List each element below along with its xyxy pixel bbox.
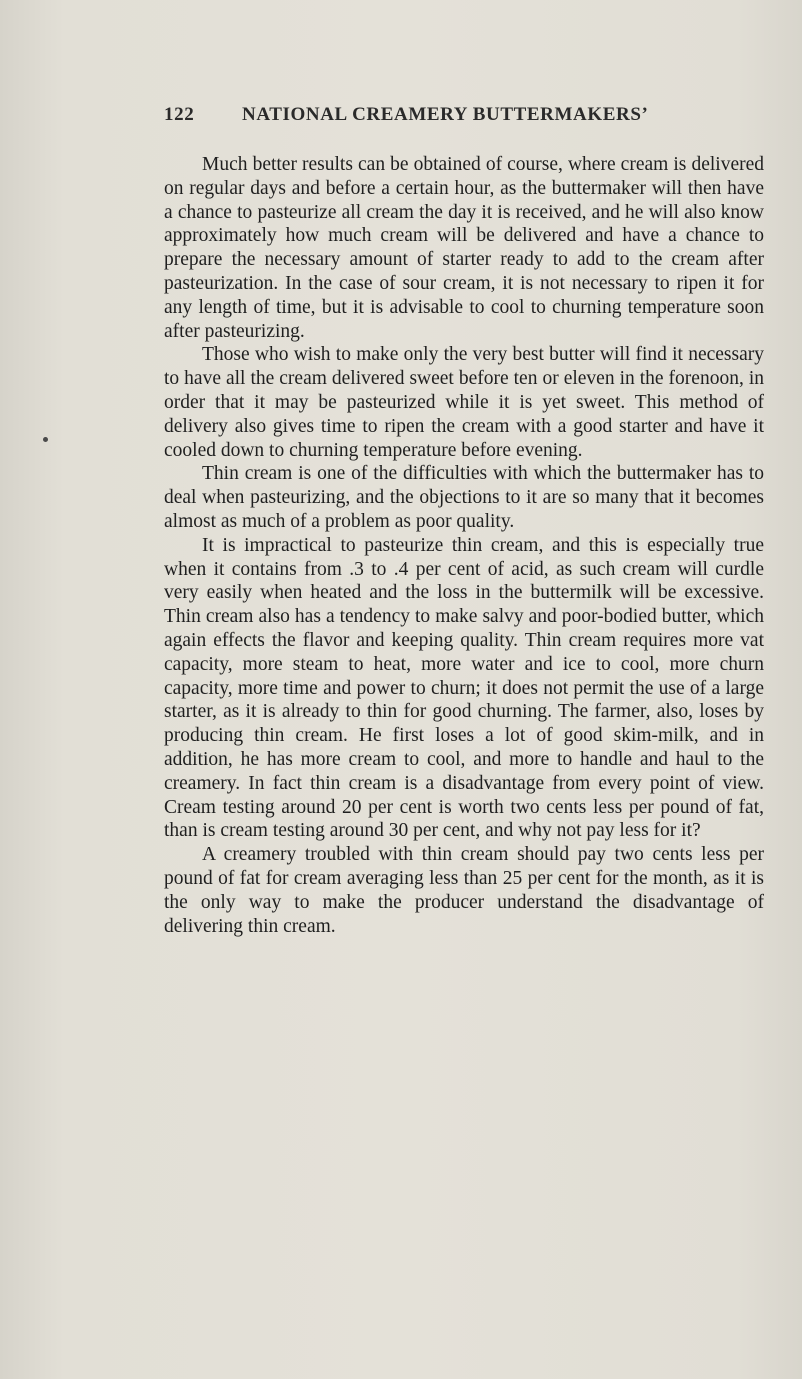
running-header: [164, 104, 764, 126]
paragraph-1: Much better results can be obtained of course, where cream is delivered on regular days and before a certain hour, as the buttermaker will then have a chance to pasteurize all cream the day it is received, and he will also know approximately how much cream will be delivered and have a chance to prepare the necessary amount of starter ready to add to the cream after pasteurization. In the case of sour cream, it is not necessary to ripen it for any length of time, but it is advisable to cool to churning temperature soon after pasteurizing.: [164, 154, 764, 342]
paragraph-5: A creamery troubled with thin cream should pay two cents less per pound of fat for cream averaging less than 25 per cent for the month, as it is the only way to make the producer understand the disadvantage of delivering thin cream.: [164, 844, 764, 937]
paragraph-4: It is impractical to pasteurize thin cream, and this is especially true when it contains from .3 to .4 per cent of acid, as such cream will curdle very easily when heated and the loss in the buttermilk will be excessive. Thin cream also has a tendency to make salvy and poor-bodied butter, which again effects the flavor and keeping quality. Thin cream requires more vat capacity, more steam to heat, more water and ice to cool, more churn capacity, more time and power to churn; it does not permit the use of a large starter, as it is already to thin for good churning. The farmer, also, loses by producing thin cream. He first loses a lot of good skim-milk, and in addition, he has more cream to cool, and more to handle and haul to the creamery. In fact thin cream is a disadvantage from every point of view. Cream testing around 20 per cent is worth two cents less per pound of fat, than is cream testing around 30 per cent, and why not pay less for it?: [164, 534, 764, 842]
margin-speck: [43, 437, 48, 442]
body-text: [164, 153, 764, 938]
page-number: 122: [164, 104, 195, 125]
running-title: NATIONAL CREAMERY BUTTERMAKERS’: [242, 104, 649, 125]
paragraph-3: Thin cream is one of the difficulties with which the buttermaker has to deal when pasteurizing, and the objections to it are so many that it becomes almost as much of a problem as poor quality.: [164, 463, 764, 532]
paragraph-2: Those who wish to make only the very best butter will find it necessary to have all the cream delivered sweet before ten or eleven in the forenoon, in order that it may be pasteurized while it is yet sweet. This method of delivery also gives time to ripen the cream with a good starter and have it cooled down to churning temperature before evening.: [164, 344, 764, 461]
